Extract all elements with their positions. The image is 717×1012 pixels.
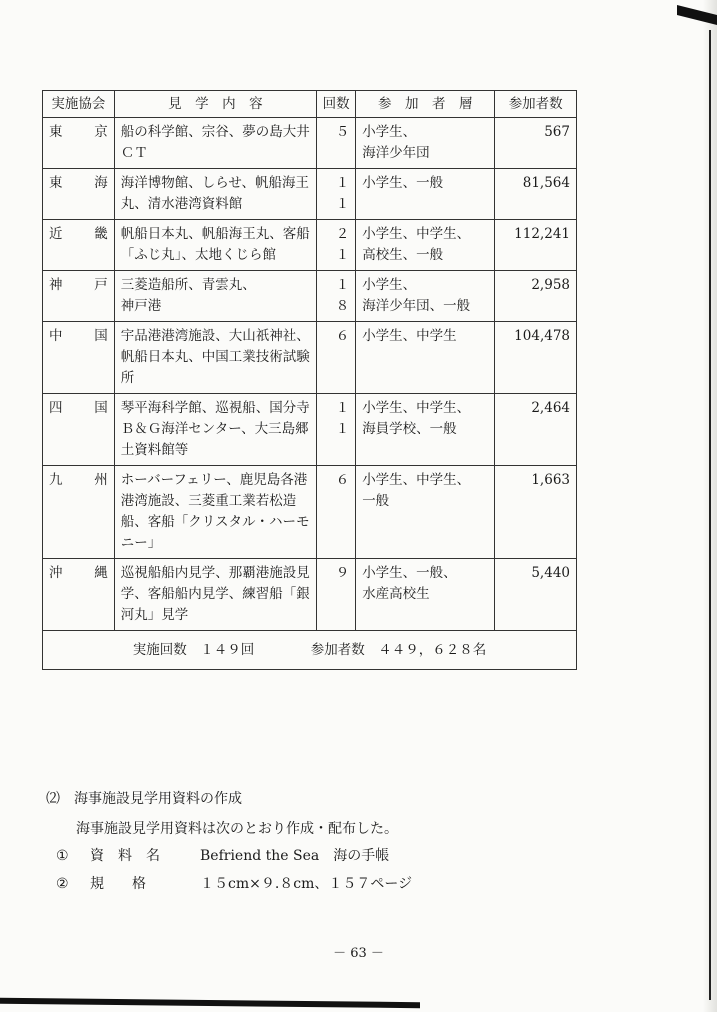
cell-content: 宇品港港湾施設、大山祇神社、帆船日本丸、中国工業技術試験所 xyxy=(114,322,316,394)
header-count: 回数 xyxy=(317,91,356,118)
table-row xyxy=(43,559,577,631)
section-description: 海事施設見学用資料は次のとおり作成・配布した。 xyxy=(76,821,398,837)
item-value: １５cm×９.８cm、１５７ページ xyxy=(200,876,413,892)
table-row xyxy=(43,271,577,322)
cell-participant-layer: 小学生、一般、 水産高校生 xyxy=(356,559,495,631)
section-title: ⑵ 海事施設見学用資料の作成 xyxy=(46,791,242,807)
cell-association: 神 戸 xyxy=(43,271,115,322)
cell-participant-layer: 小学生、一般 xyxy=(356,169,495,220)
cell-count: １１ xyxy=(317,169,356,220)
cell-association: 沖 縄 xyxy=(43,559,115,631)
table-row xyxy=(43,220,577,271)
cell-association: 近 畿 xyxy=(43,220,115,271)
spec-item-size xyxy=(56,873,412,893)
summary-cell xyxy=(43,631,577,670)
cell-association: 四 国 xyxy=(43,394,115,466)
header-association: 実施協会 xyxy=(43,91,115,118)
cell-content: 海洋博物館、しらせ、帆船海王丸、清水港湾資料館 xyxy=(114,169,316,220)
cell-participants: 5,440 xyxy=(495,559,577,631)
cell-association: 九 州 xyxy=(43,466,115,559)
table-row xyxy=(43,466,577,559)
item-number: ② xyxy=(56,876,69,892)
cell-participants: 1,663 xyxy=(495,466,577,559)
summary-total-runs: 実施回数 １４９回 xyxy=(132,641,255,658)
table-body xyxy=(43,118,577,631)
cell-count: ６ xyxy=(317,466,356,559)
cell-content: 巡視船船内見学、那覇港施設見学、客船船内見学、練習船「銀河丸」見学 xyxy=(114,559,316,631)
header-participant-layer: 参 加 者 層 xyxy=(356,91,495,118)
cell-content: ホーバーフェリー、鹿児島各港港湾施設、三菱重工業若松造船、客船「クリスタル・ハーモニー」 xyxy=(114,466,316,559)
cell-participants: 112,241 xyxy=(495,220,577,271)
cell-participants: 81,564 xyxy=(495,169,577,220)
item-value: Befriend the Sea 海の手帳 xyxy=(200,848,390,864)
scan-edge-mark-bottom xyxy=(0,998,420,1008)
summary-total-participants: 参加者数 ４４９，６２８名 xyxy=(310,641,487,658)
field-trip-table xyxy=(42,90,577,670)
header-content: 見 学 内 容 xyxy=(114,91,316,118)
cell-count: ５ xyxy=(317,118,356,169)
item-label: 規 格 xyxy=(90,876,146,892)
cell-participant-layer: 小学生、中学生 xyxy=(356,322,495,394)
cell-count: ６ xyxy=(317,322,356,394)
header-participants: 参加者数 xyxy=(495,91,577,118)
cell-participant-layer: 小学生、中学生、 高校生、一般 xyxy=(356,220,495,271)
cell-count: ９ xyxy=(317,559,356,631)
cell-count: １８ xyxy=(317,271,356,322)
table-row xyxy=(43,322,577,394)
scan-edge-line-right xyxy=(709,30,711,1000)
cell-association: 東 京 xyxy=(43,118,115,169)
cell-association: 中 国 xyxy=(43,322,115,394)
table-row xyxy=(43,169,577,220)
cell-participant-layer: 小学生、 海洋少年団 xyxy=(356,118,495,169)
cell-content: 琴平海科学館、巡視船、国分寺Ｂ＆Ｇ海洋センター、大三島郷土資料館等 xyxy=(114,394,316,466)
table-header-row xyxy=(43,91,577,118)
cell-participant-layer: 小学生、中学生、 一般 xyxy=(356,466,495,559)
cell-association: 東 海 xyxy=(43,169,115,220)
table-row xyxy=(43,118,577,169)
cell-participants: 104,478 xyxy=(495,322,577,394)
cell-participants: 567 xyxy=(495,118,577,169)
cell-participants: 2,958 xyxy=(495,271,577,322)
cell-participant-layer: 小学生、 海洋少年団、一般 xyxy=(356,271,495,322)
cell-content: 船の科学館、宗谷、夢の島大井ＣＴ xyxy=(114,118,316,169)
table-row xyxy=(43,394,577,466)
cell-count: ２１ xyxy=(317,220,356,271)
cell-count: １１ xyxy=(317,394,356,466)
page-number: － 63 － xyxy=(333,946,384,961)
cell-content: 帆船日本丸、帆船海王丸、客船「ふじ丸」、太地くじら館 xyxy=(114,220,316,271)
summary-row xyxy=(43,631,577,670)
cell-content: 三菱造船所、青雲丸、 神戸港 xyxy=(114,271,316,322)
cell-participants: 2,464 xyxy=(495,394,577,466)
item-number: ① xyxy=(56,848,69,864)
spec-item-name xyxy=(56,845,389,865)
cell-participant-layer: 小学生、中学生、 海員学校、一般 xyxy=(356,394,495,466)
item-label: 資 料 名 xyxy=(90,848,160,864)
